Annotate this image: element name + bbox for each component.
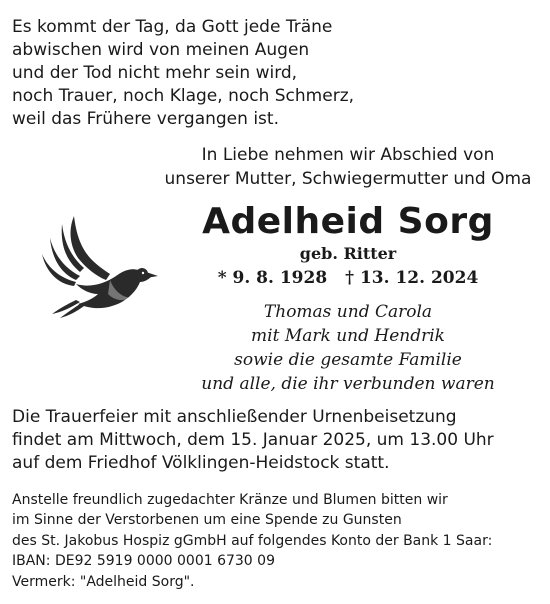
verse-line: weil das Frühere vergangen ist. xyxy=(12,109,279,129)
mourner-line: sowie die gesamte Familie xyxy=(234,350,462,370)
maiden-name: geb. Ritter xyxy=(299,244,397,263)
donation-line: des St. Jakobus Hospiz gGmbH auf folgendes Konto der Bank 1 Saar: xyxy=(12,532,493,549)
donation-line: Anstelle freundlich zugedachter Kränze und Blumen bitten wir xyxy=(12,492,448,508)
service-line: Die Trauerfeier mit anschließender Urnenbeisetzung xyxy=(12,407,457,427)
deceased-name: Adelheid Sorg xyxy=(202,201,494,242)
verse-line: abwischen wird von meinen Augen xyxy=(12,40,310,60)
donation-request xyxy=(12,490,492,592)
service-line: auf dem Friedhof Völklingen-Heidstock statt. xyxy=(12,453,390,473)
funeral-service-info xyxy=(12,406,494,475)
mourner-line: Thomas und Carola xyxy=(263,302,433,322)
verse-line: noch Trauer, noch Klage, noch Schmerz, xyxy=(12,86,355,106)
farewell-text xyxy=(160,143,536,191)
farewell-line: unserer Mutter, Schwiegermutter und Oma xyxy=(164,169,532,189)
birth-date: * 9. 8. 1928 xyxy=(217,268,328,288)
donation-line: im Sinne der Verstorbenen um eine Spende zu Gunsten xyxy=(12,512,402,529)
mourner-line: mit Mark und Hendrik xyxy=(251,326,445,346)
mourners xyxy=(160,300,536,396)
donation-reference: Vermerk: "Adelheid Sorg". xyxy=(12,573,195,590)
dove-icon xyxy=(40,210,162,320)
donation-iban: IBAN: DE92 5919 0000 0001 6730 09 xyxy=(12,553,275,570)
mourner-line: und alle, die ihr verbunden waren xyxy=(201,374,495,394)
death-date: † 13. 12. 2024 xyxy=(345,268,479,288)
verse-line: und der Tod nicht mehr sein wird, xyxy=(12,63,298,83)
verse-line: Es kommt der Tag, da Gott jede Träne xyxy=(12,17,333,37)
farewell-line: In Liebe nehmen wir Abschied von xyxy=(201,145,495,165)
bible-verse xyxy=(12,16,354,131)
life-dates xyxy=(160,266,536,290)
service-line: findet am Mittwoch, dem 15. Januar 2025, um 13.00 Uhr xyxy=(12,430,494,450)
